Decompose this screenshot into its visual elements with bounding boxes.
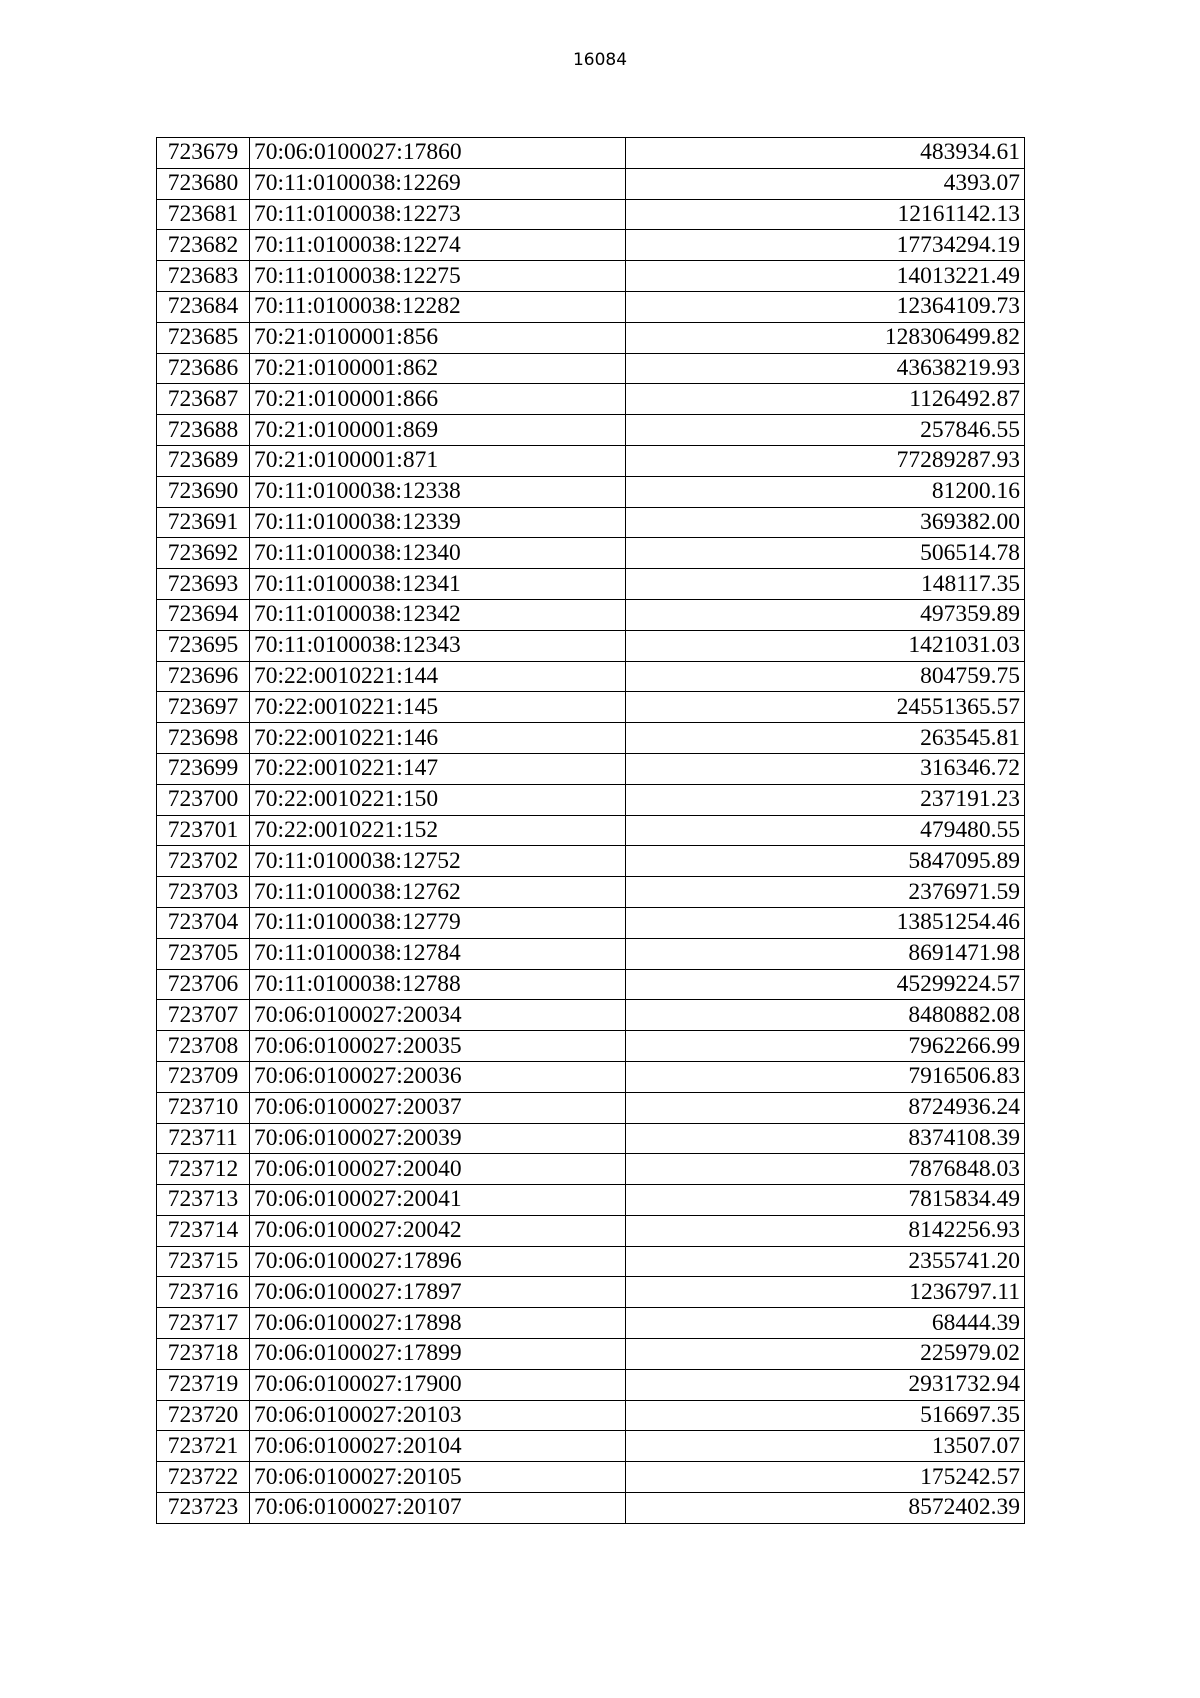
row-number-cell: 723723 bbox=[157, 1493, 250, 1524]
cadastral-value-cell: 1421031.03 bbox=[626, 630, 1025, 661]
row-number-cell: 723685 bbox=[157, 322, 250, 353]
cadastral-number-cell: 70:22:0010221:147 bbox=[250, 753, 626, 784]
cadastral-number-cell: 70:06:0100027:20103 bbox=[250, 1400, 626, 1431]
table-row bbox=[157, 138, 1025, 169]
cadastral-value-cell: 14013221.49 bbox=[626, 261, 1025, 292]
cadastral-number-cell: 70:06:0100027:20040 bbox=[250, 1154, 626, 1185]
table-row bbox=[157, 1339, 1025, 1370]
cadastral-number-cell: 70:11:0100038:12273 bbox=[250, 199, 626, 230]
table-row bbox=[157, 784, 1025, 815]
table-row bbox=[157, 907, 1025, 938]
cadastral-value-cell: 1236797.11 bbox=[626, 1277, 1025, 1308]
table-row bbox=[157, 322, 1025, 353]
row-number-cell: 723713 bbox=[157, 1185, 250, 1216]
table-row bbox=[157, 291, 1025, 322]
cadastral-value-cell: 81200.16 bbox=[626, 476, 1025, 507]
cadastral-number-cell: 70:11:0100038:12343 bbox=[250, 630, 626, 661]
cadastral-value-cell: 12364109.73 bbox=[626, 291, 1025, 322]
cadastral-number-cell: 70:06:0100027:20039 bbox=[250, 1123, 626, 1154]
row-number-cell: 723704 bbox=[157, 907, 250, 938]
table-row bbox=[157, 692, 1025, 723]
table-row bbox=[157, 1277, 1025, 1308]
table-row bbox=[157, 569, 1025, 600]
cadastral-value-cell: 5847095.89 bbox=[626, 846, 1025, 877]
table-row bbox=[157, 261, 1025, 292]
cadastral-number-cell: 70:21:0100001:862 bbox=[250, 353, 626, 384]
table-row bbox=[157, 476, 1025, 507]
row-number-cell: 723712 bbox=[157, 1154, 250, 1185]
table-row bbox=[157, 353, 1025, 384]
cadastral-value-cell: 8374108.39 bbox=[626, 1123, 1025, 1154]
row-number-cell: 723688 bbox=[157, 415, 250, 446]
row-number-cell: 723684 bbox=[157, 291, 250, 322]
cadastral-number-cell: 70:11:0100038:12338 bbox=[250, 476, 626, 507]
table-row bbox=[157, 199, 1025, 230]
row-number-cell: 723693 bbox=[157, 569, 250, 600]
row-number-cell: 723705 bbox=[157, 938, 250, 969]
row-number-cell: 723720 bbox=[157, 1400, 250, 1431]
cadastral-number-cell: 70:21:0100001:866 bbox=[250, 384, 626, 415]
row-number-cell: 723718 bbox=[157, 1339, 250, 1370]
table-row bbox=[157, 846, 1025, 877]
table-row bbox=[157, 815, 1025, 846]
table-row bbox=[157, 1308, 1025, 1339]
row-number-cell: 723695 bbox=[157, 630, 250, 661]
cadastral-value-cell: 13507.07 bbox=[626, 1431, 1025, 1462]
row-number-cell: 723687 bbox=[157, 384, 250, 415]
cadastral-number-cell: 70:11:0100038:12784 bbox=[250, 938, 626, 969]
row-number-cell: 723686 bbox=[157, 353, 250, 384]
cadastral-value-cell: 7815834.49 bbox=[626, 1185, 1025, 1216]
cadastral-number-cell: 70:06:0100027:20037 bbox=[250, 1092, 626, 1123]
table-row bbox=[157, 1493, 1025, 1524]
table-row bbox=[157, 1000, 1025, 1031]
cadastral-number-cell: 70:11:0100038:12762 bbox=[250, 877, 626, 908]
cadastral-number-cell: 70:11:0100038:12282 bbox=[250, 291, 626, 322]
table-row bbox=[157, 1185, 1025, 1216]
cadastral-value-cell: 237191.23 bbox=[626, 784, 1025, 815]
cadastral-value-cell: 68444.39 bbox=[626, 1308, 1025, 1339]
cadastral-value-cell: 7962266.99 bbox=[626, 1031, 1025, 1062]
row-number-cell: 723696 bbox=[157, 661, 250, 692]
table-body bbox=[157, 138, 1025, 1524]
cadastral-number-cell: 70:06:0100027:17898 bbox=[250, 1308, 626, 1339]
row-number-cell: 723691 bbox=[157, 507, 250, 538]
cadastral-number-cell: 70:06:0100027:20041 bbox=[250, 1185, 626, 1216]
row-number-cell: 723722 bbox=[157, 1462, 250, 1493]
cadastral-number-cell: 70:06:0100027:20036 bbox=[250, 1061, 626, 1092]
row-number-cell: 723702 bbox=[157, 846, 250, 877]
cadastral-number-cell: 70:11:0100038:12339 bbox=[250, 507, 626, 538]
cadastral-number-cell: 70:22:0010221:152 bbox=[250, 815, 626, 846]
cadastral-number-cell: 70:06:0100027:17897 bbox=[250, 1277, 626, 1308]
cadastral-value-cell: 8142256.93 bbox=[626, 1215, 1025, 1246]
cadastral-value-cell: 148117.35 bbox=[626, 569, 1025, 600]
row-number-cell: 723679 bbox=[157, 138, 250, 169]
table-row bbox=[157, 230, 1025, 261]
cadastral-value-cell: 128306499.82 bbox=[626, 322, 1025, 353]
cadastral-number-cell: 70:06:0100027:17896 bbox=[250, 1246, 626, 1277]
cadastral-number-cell: 70:22:0010221:144 bbox=[250, 661, 626, 692]
cadastral-value-cell: 8724936.24 bbox=[626, 1092, 1025, 1123]
cadastral-value-cell: 506514.78 bbox=[626, 538, 1025, 569]
table-row bbox=[157, 445, 1025, 476]
cadastral-value-cell: 479480.55 bbox=[626, 815, 1025, 846]
cadastral-number-cell: 70:06:0100027:20035 bbox=[250, 1031, 626, 1062]
table-row bbox=[157, 1369, 1025, 1400]
cadastral-number-cell: 70:06:0100027:17900 bbox=[250, 1369, 626, 1400]
cadastral-value-cell: 257846.55 bbox=[626, 415, 1025, 446]
row-number-cell: 723700 bbox=[157, 784, 250, 815]
row-number-cell: 723694 bbox=[157, 599, 250, 630]
table-row bbox=[157, 1031, 1025, 1062]
row-number-cell: 723698 bbox=[157, 723, 250, 754]
table-row bbox=[157, 507, 1025, 538]
row-number-cell: 723714 bbox=[157, 1215, 250, 1246]
cadastral-value-cell: 8480882.08 bbox=[626, 1000, 1025, 1031]
cadastral-value-cell: 8691471.98 bbox=[626, 938, 1025, 969]
row-number-cell: 723701 bbox=[157, 815, 250, 846]
cadastral-value-cell: 8572402.39 bbox=[626, 1493, 1025, 1524]
cadastral-number-cell: 70:11:0100038:12274 bbox=[250, 230, 626, 261]
cadastral-number-cell: 70:11:0100038:12342 bbox=[250, 599, 626, 630]
cadastral-value-cell: 13851254.46 bbox=[626, 907, 1025, 938]
row-number-cell: 723689 bbox=[157, 445, 250, 476]
row-number-cell: 723719 bbox=[157, 1369, 250, 1400]
table-row bbox=[157, 384, 1025, 415]
cadastral-number-cell: 70:11:0100038:12269 bbox=[250, 168, 626, 199]
table-row bbox=[157, 1462, 1025, 1493]
table-row bbox=[157, 753, 1025, 784]
cadastral-number-cell: 70:11:0100038:12788 bbox=[250, 969, 626, 1000]
row-number-cell: 723708 bbox=[157, 1031, 250, 1062]
cadastral-value-cell: 45299224.57 bbox=[626, 969, 1025, 1000]
row-number-cell: 723710 bbox=[157, 1092, 250, 1123]
cadastral-number-cell: 70:06:0100027:20104 bbox=[250, 1431, 626, 1462]
cadastral-value-cell: 7876848.03 bbox=[626, 1154, 1025, 1185]
row-number-cell: 723699 bbox=[157, 753, 250, 784]
cadastral-value-cell: 263545.81 bbox=[626, 723, 1025, 754]
cadastral-number-cell: 70:06:0100027:20042 bbox=[250, 1215, 626, 1246]
cadastral-value-cell: 17734294.19 bbox=[626, 230, 1025, 261]
cadastral-number-cell: 70:11:0100038:12341 bbox=[250, 569, 626, 600]
cadastral-value-cell: 316346.72 bbox=[626, 753, 1025, 784]
table-row bbox=[157, 1061, 1025, 1092]
cadastral-number-cell: 70:21:0100001:871 bbox=[250, 445, 626, 476]
table-row bbox=[157, 415, 1025, 446]
table-row bbox=[157, 1123, 1025, 1154]
row-number-cell: 723692 bbox=[157, 538, 250, 569]
cadastral-value-cell: 43638219.93 bbox=[626, 353, 1025, 384]
cadastral-value-cell: 4393.07 bbox=[626, 168, 1025, 199]
cadastral-number-cell: 70:21:0100001:869 bbox=[250, 415, 626, 446]
cadastral-value-cell: 516697.35 bbox=[626, 1400, 1025, 1431]
row-number-cell: 723716 bbox=[157, 1277, 250, 1308]
page-number: 16084 bbox=[572, 50, 628, 70]
row-number-cell: 723721 bbox=[157, 1431, 250, 1462]
row-number-cell: 723682 bbox=[157, 230, 250, 261]
cadastral-value-cell: 2376971.59 bbox=[626, 877, 1025, 908]
cadastral-value-cell: 77289287.93 bbox=[626, 445, 1025, 476]
cadastral-number-cell: 70:06:0100027:17860 bbox=[250, 138, 626, 169]
table-row bbox=[157, 1246, 1025, 1277]
row-number-cell: 723717 bbox=[157, 1308, 250, 1339]
cadastral-number-cell: 70:22:0010221:150 bbox=[250, 784, 626, 815]
cadastral-number-cell: 70:22:0010221:146 bbox=[250, 723, 626, 754]
table-row bbox=[157, 661, 1025, 692]
cadastral-number-cell: 70:06:0100027:20105 bbox=[250, 1462, 626, 1493]
table-row bbox=[157, 599, 1025, 630]
table-row bbox=[157, 969, 1025, 1000]
row-number-cell: 723680 bbox=[157, 168, 250, 199]
cadastral-value-cell: 804759.75 bbox=[626, 661, 1025, 692]
cadastral-value-cell: 483934.61 bbox=[626, 138, 1025, 169]
cadastral-number-cell: 70:11:0100038:12752 bbox=[250, 846, 626, 877]
table-row bbox=[157, 538, 1025, 569]
row-number-cell: 723715 bbox=[157, 1246, 250, 1277]
cadastral-number-cell: 70:11:0100038:12340 bbox=[250, 538, 626, 569]
cadastral-value-table bbox=[156, 137, 1025, 1524]
cadastral-value-cell: 7916506.83 bbox=[626, 1061, 1025, 1092]
row-number-cell: 723706 bbox=[157, 969, 250, 1000]
row-number-cell: 723709 bbox=[157, 1061, 250, 1092]
cadastral-value-cell: 12161142.13 bbox=[626, 199, 1025, 230]
table-row bbox=[157, 168, 1025, 199]
row-number-cell: 723681 bbox=[157, 199, 250, 230]
cadastral-value-cell: 369382.00 bbox=[626, 507, 1025, 538]
cadastral-number-cell: 70:06:0100027:20107 bbox=[250, 1493, 626, 1524]
table-row bbox=[157, 630, 1025, 661]
table-row bbox=[157, 723, 1025, 754]
table-row bbox=[157, 1215, 1025, 1246]
table-row bbox=[157, 1092, 1025, 1123]
table-row bbox=[157, 1400, 1025, 1431]
table-row bbox=[157, 1154, 1025, 1185]
cadastral-number-cell: 70:11:0100038:12779 bbox=[250, 907, 626, 938]
cadastral-value-cell: 24551365.57 bbox=[626, 692, 1025, 723]
row-number-cell: 723707 bbox=[157, 1000, 250, 1031]
row-number-cell: 723703 bbox=[157, 877, 250, 908]
table-row bbox=[157, 1431, 1025, 1462]
table-row bbox=[157, 877, 1025, 908]
cadastral-number-cell: 70:06:0100027:20034 bbox=[250, 1000, 626, 1031]
row-number-cell: 723697 bbox=[157, 692, 250, 723]
cadastral-value-cell: 225979.02 bbox=[626, 1339, 1025, 1370]
cadastral-value-cell: 1126492.87 bbox=[626, 384, 1025, 415]
cadastral-value-cell: 175242.57 bbox=[626, 1462, 1025, 1493]
cadastral-number-cell: 70:22:0010221:145 bbox=[250, 692, 626, 723]
row-number-cell: 723711 bbox=[157, 1123, 250, 1154]
cadastral-value-cell: 497359.89 bbox=[626, 599, 1025, 630]
cadastral-number-cell: 70:06:0100027:17899 bbox=[250, 1339, 626, 1370]
row-number-cell: 723683 bbox=[157, 261, 250, 292]
cadastral-number-cell: 70:21:0100001:856 bbox=[250, 322, 626, 353]
cadastral-value-cell: 2931732.94 bbox=[626, 1369, 1025, 1400]
cadastral-value-cell: 2355741.20 bbox=[626, 1246, 1025, 1277]
table-row bbox=[157, 938, 1025, 969]
cadastral-number-cell: 70:11:0100038:12275 bbox=[250, 261, 626, 292]
row-number-cell: 723690 bbox=[157, 476, 250, 507]
